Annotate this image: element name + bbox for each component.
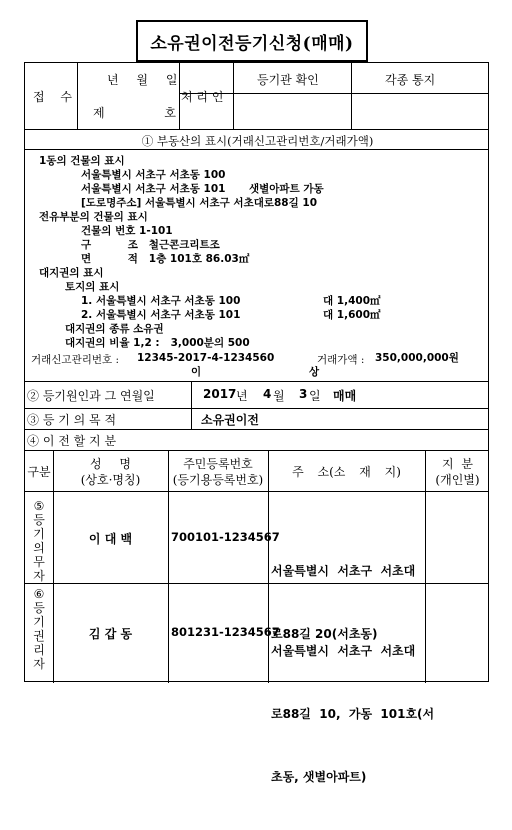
building-address-2: 서울특별시 서초구 서초동 101 [81, 183, 226, 195]
land-2: 2. 서울특별시 서초구 서초동 101 [81, 309, 241, 321]
cause-day: 3 [299, 387, 308, 401]
end-mark-i: 이 [191, 366, 202, 378]
portion-label: ④ 이 전 할 지 분 [27, 434, 117, 448]
land-right-title: 대지권의 표시 [39, 267, 104, 279]
cause-year-unit: 년 [236, 389, 248, 403]
cause-year: 2017 [203, 387, 237, 401]
form-title: 소유권이전등기신청(매매) [136, 20, 368, 62]
end-mark-sang: 상 [309, 366, 320, 378]
col-share: 지 분 [442, 457, 473, 471]
holder-label: ⑥ 등 기 권 리 자 [33, 587, 45, 671]
obligor-id: 700101-1234567 [171, 530, 280, 544]
reception-number-label: 제 호 [93, 106, 176, 120]
cause-value: 매매 [333, 389, 357, 403]
cause-label: ② 등기원인과 그 연월일 [27, 389, 155, 403]
holder-address: 서울특별시 서초구 서초대 로88길 10, 가동 101호(서 초동, 샛별아파트) [271, 644, 435, 784]
registry-check-label: 등기관 확인 [257, 73, 319, 87]
col-name-sub: (상호·명칭) [80, 473, 141, 487]
unit-number: 건물의 번호 1-101 [81, 225, 173, 237]
road-address: [도로명주소] 서울특별시 서초구 서초대로88길 10 [81, 197, 318, 209]
building-name: 샛별아파트 가동 [249, 183, 324, 195]
land-1: 1. 서울특별시 서초구 서초동 100 [81, 295, 241, 307]
obligor-name: 이 대 백 [88, 532, 133, 546]
col-address: 주 소(소 재 지) [292, 465, 401, 479]
cause-month-unit: 월 [273, 389, 285, 403]
col-id: 주민등록번호 [183, 457, 253, 471]
holder-name: 김 갑 동 [88, 627, 133, 641]
price-label: 거래가액 : [317, 354, 365, 366]
cause-day-unit: 일 [309, 389, 321, 403]
holder-id: 801231-1234567 [171, 625, 280, 639]
building-title: 1동의 건물의 표시 [39, 155, 125, 167]
mgmt-number-value: 12345-2017-4-1234560 [137, 352, 275, 364]
col-type: 구분 [27, 465, 51, 479]
notices-label: 각종 통지 [385, 73, 436, 87]
mgmt-number-label: 거래신고관리번호 : [31, 354, 120, 366]
unit-structure: 구 조 철근콘크리트조 [81, 239, 220, 251]
land-right-type: 대지권의 종류 소유권 [65, 323, 164, 335]
reception-label: 접 수 [33, 90, 78, 104]
purpose-label: ③ 등 기 의 목 적 [27, 413, 117, 427]
application-form [24, 62, 489, 784]
land-title: 토지의 표시 [65, 281, 120, 293]
building-address-1: 서울특별시 서초구 서초동 100 [81, 169, 226, 181]
col-share-sub: (개인별) [435, 473, 480, 487]
cause-month: 4 [263, 387, 272, 401]
property-header: ① 부동산의 표시(거래신고관리번호/거래가액) [141, 134, 374, 148]
unit-area: 면 적 1층 101호 86.03㎡ [81, 253, 250, 265]
process-person-label: 처 리 인 [181, 90, 224, 104]
col-id-sub: (등기용등록번호) [172, 473, 264, 487]
land-right-ratio: 대지권의 비율 1,2 : 3,000분의 500 [65, 337, 250, 349]
unit-title: 전유부분의 건물의 표시 [39, 211, 148, 223]
price-value: 350,000,000원 [375, 352, 459, 364]
obligor-address: 서울특별시 서초구 서초대 로88길 20(서초동) [271, 564, 416, 641]
purpose-value: 소유권이전 [201, 413, 259, 427]
reception-date-label: 년 월 일 [107, 73, 178, 87]
obligor-label: ⑤ 등 기 의 무 자 [33, 499, 45, 583]
col-name: 성 명 [90, 457, 131, 471]
land-1-area: 대 1,400㎡ [323, 295, 381, 307]
land-2-area: 대 1,600㎡ [323, 309, 381, 321]
